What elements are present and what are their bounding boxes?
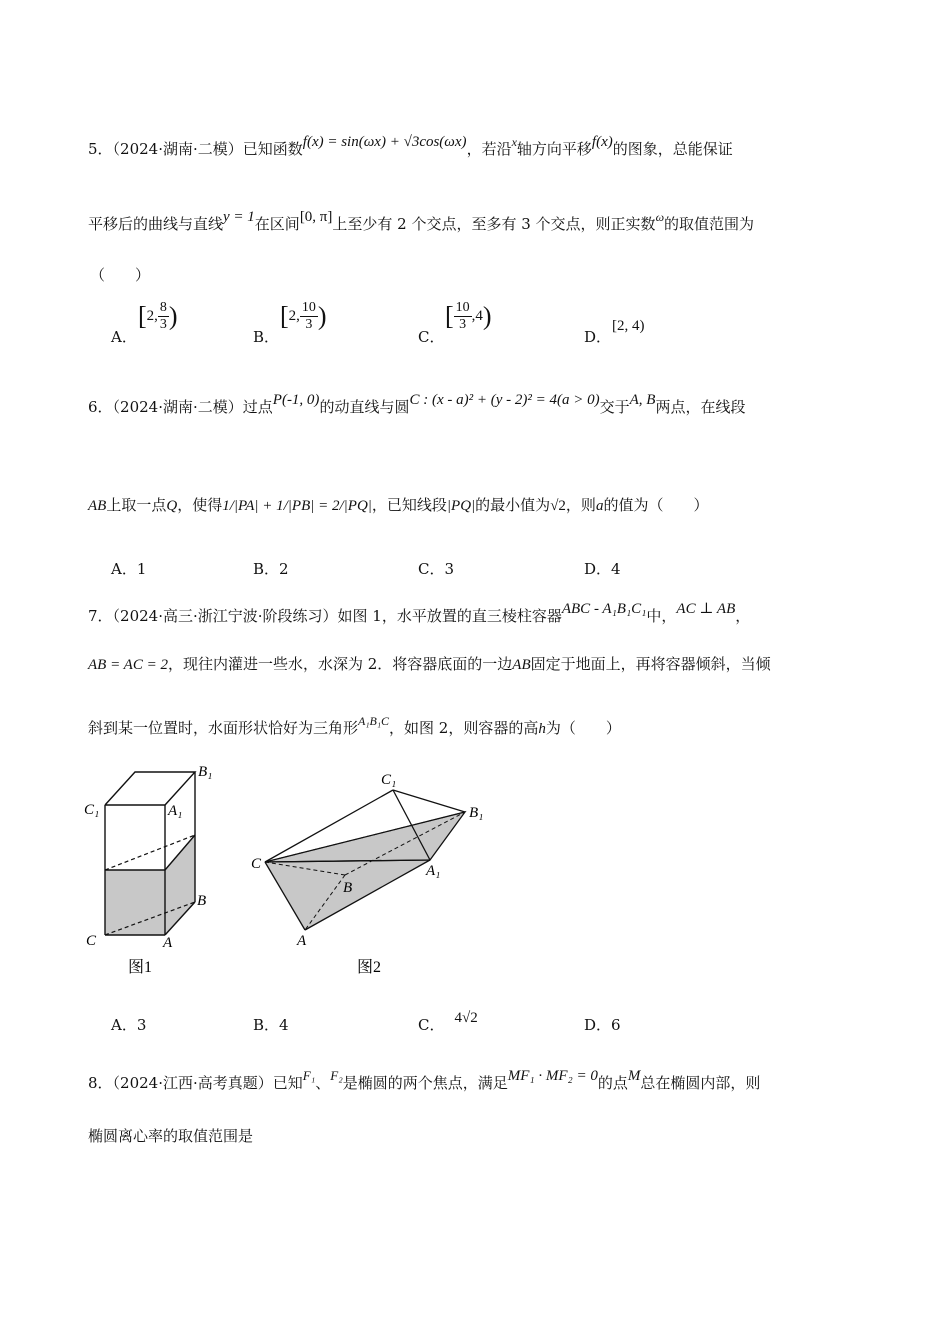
q5-text: 的取值范围为 <box>664 215 755 233</box>
label-b1: B₁ <box>469 805 484 821</box>
q5-source: （2024·湖南·二模） <box>112 140 243 158</box>
q8-line2: 椭圆离心率的取值范围是 <box>88 1127 254 1145</box>
q5-text: 的图象，总能保证 <box>612 140 733 158</box>
q7-option-a[interactable] <box>111 1014 146 1035</box>
q7-triangle: A₁B₁C <box>358 714 390 728</box>
option-label: B． <box>253 1016 280 1034</box>
q7-text: 斜到某一位置时，水面形状恰好为三角形 <box>88 719 359 737</box>
q6-var-a: a <box>595 498 604 514</box>
q6-points-ab: A, B <box>629 392 656 408</box>
q7-text: 如图 1，水平放置的直三棱柱容器 <box>337 607 562 625</box>
q6-line2 <box>88 494 708 517</box>
label-c1: C₁ <box>381 772 397 788</box>
q6-condition: 1/|PA| + 1/|PB| = 2/|PQ| <box>222 498 372 514</box>
q6-source: （2024·湖南·二模） <box>112 398 243 416</box>
q6-option-d[interactable] <box>584 558 621 579</box>
prism-edges <box>105 772 195 805</box>
q5-var-x: x <box>511 135 517 149</box>
q7-line1 <box>88 601 751 628</box>
q5-fx: f(x) <box>591 134 613 150</box>
q8-text: 已知 <box>272 1074 303 1092</box>
q7-line2 <box>88 653 771 676</box>
q5-option-c[interactable] <box>418 326 444 347</box>
option-value: 4 <box>279 1016 289 1034</box>
q7-edge-ab: AB <box>512 657 531 673</box>
option-value: 4 <box>611 560 621 578</box>
option-label: C． <box>418 328 445 346</box>
option-label: D． <box>584 560 612 578</box>
q8-text: 是椭圆的两个焦点，满足 <box>342 1074 508 1092</box>
q6-text: 两点，在线段 <box>655 398 746 416</box>
q5-option-a[interactable] <box>111 326 137 347</box>
q7-text: 中， <box>646 607 677 625</box>
label-c1: C₁ <box>84 802 100 818</box>
q7-option-c[interactable] <box>418 1010 478 1035</box>
option-value: 3 <box>136 1016 147 1034</box>
q6-segment-pq: |PQ| <box>446 498 476 514</box>
option-value: 4√2 <box>454 1010 478 1026</box>
q7-var-h: h <box>538 721 546 737</box>
q5-interval: [0, π] <box>299 209 333 225</box>
q5-option-d-value: [2, 4) <box>612 318 645 334</box>
q5-text: 上至少有 2 个交点，至多有 3 个交点，则正实数 <box>332 215 656 233</box>
figure-2-caption: 图2 <box>357 959 382 976</box>
label-a1: A₁ <box>426 863 441 879</box>
q5-number: 5． <box>88 140 113 158</box>
q5-function-formula: f(x) = sin(ωx) + √3cos(ωx) <box>302 134 467 150</box>
q8-source: （2024·江西·高考真题） <box>112 1074 273 1092</box>
label-c: C <box>86 933 97 949</box>
q7-prism: ABC - A₁B₁C₁ <box>561 601 647 617</box>
q7-text: ，如图 2，则容器的高 <box>389 719 539 737</box>
label-c: C <box>251 856 262 872</box>
q5-text: 轴方向平移 <box>516 140 592 158</box>
label-a: A <box>297 933 307 949</box>
option-label: C． <box>418 560 445 578</box>
q8-focus-f2: F₂ <box>330 1068 343 1083</box>
q6-text: 的动直线与圆 <box>319 398 410 416</box>
label-b: B <box>197 893 207 909</box>
option-label: B． <box>253 560 280 578</box>
q7-source: （2024·高三·浙江宁波·阶段练习） <box>112 607 338 625</box>
q8-line1 <box>88 1068 761 1095</box>
q8-point-m: M <box>627 1068 641 1084</box>
q7-text: 固定于地面上，再将容器倾斜，当倾 <box>530 655 771 673</box>
option-label: C． <box>418 1016 445 1034</box>
option-label: A． <box>111 560 137 578</box>
q7-figure-1 <box>80 760 220 985</box>
q7-text: 为（ ） <box>545 719 621 737</box>
q6-text: ，则 <box>565 496 596 514</box>
q7-figure-2 <box>245 770 505 980</box>
q5-text: 在区间 <box>254 215 300 233</box>
q5-paren: （ ） <box>90 266 151 284</box>
q6-option-b[interactable] <box>253 558 289 579</box>
q7-equal-sides: AB = AC = 2 <box>88 657 168 673</box>
q6-text: 交于 <box>599 398 630 416</box>
q6-option-a[interactable] <box>111 558 146 579</box>
option-value: 1 <box>136 560 147 578</box>
q6-line1 <box>88 392 746 419</box>
q5-option-b[interactable] <box>253 326 279 347</box>
q6-number: 6． <box>88 398 113 416</box>
q7-perpendicular: AC ⊥ AB <box>676 601 736 617</box>
q5-option-b-value: [2, $\frac{10}{3}$ ) <box>280 300 327 332</box>
option-label: D． <box>584 1016 612 1034</box>
option-label: A． <box>111 1016 137 1034</box>
q7-text: ， <box>735 607 751 625</box>
q6-text: ，使得 <box>177 496 223 514</box>
label-b: B <box>343 880 353 896</box>
q5-text: 平移后的曲线与直线 <box>88 215 224 233</box>
q6-circle-equation: C : (x - a)² + (y - 2)² = 4(a > 0) <box>409 392 600 408</box>
q5-option-a-value: [2, $\frac{8}{3}$ ) <box>138 300 178 332</box>
q5-text: ，若沿 <box>466 140 512 158</box>
q7-number: 7． <box>88 607 113 625</box>
option-value: 3 <box>444 560 455 578</box>
label-a1: A₁ <box>168 803 183 819</box>
q6-point: P(-1, 0) <box>272 392 320 408</box>
q6-min-value: √2 <box>550 498 566 514</box>
q6-text: 的值为（ ） <box>603 496 709 514</box>
option-label: D． <box>584 328 612 346</box>
q5-option-d[interactable] <box>584 326 611 347</box>
label-a: A <box>163 935 173 951</box>
q5-text: 已知函数 <box>242 140 303 158</box>
option-value: 2 <box>279 560 289 578</box>
q5-option-c-value: [ $\frac{10}{3}$ ,4) <box>445 300 492 332</box>
q8-number: 8． <box>88 1074 113 1092</box>
q5-line1 <box>88 134 733 161</box>
q7-line3 <box>88 714 621 740</box>
q7-text: ，现往内灌进一些水，水深为 2．将容器底面的一边 <box>167 655 513 673</box>
q7-option-b[interactable] <box>253 1014 289 1035</box>
q5-omega: ω <box>655 210 665 224</box>
q8-focus-f1: F₁ <box>302 1068 316 1083</box>
q5-line-equation: y = 1 <box>223 209 255 225</box>
label-b1: B₁ <box>198 764 213 780</box>
q6-text: 过点 <box>242 398 273 416</box>
figure-1-caption: 图1 <box>128 959 153 976</box>
q6-segment-ab: AB <box>88 498 107 514</box>
option-label: B． <box>253 328 280 346</box>
q8-dot-product: MF₁ · MF₂ = 0 <box>507 1068 598 1084</box>
q5-line2 <box>88 209 755 236</box>
q6-text: 上取一点 <box>106 496 167 514</box>
q7-option-d[interactable] <box>584 1014 621 1035</box>
q8-text: 的点 <box>597 1074 628 1092</box>
q8-text: 、 <box>315 1074 331 1092</box>
q8-text: 总在椭圆内部，则 <box>640 1074 761 1092</box>
q6-text: 的最小值为 <box>475 496 551 514</box>
option-value: 6 <box>611 1016 621 1034</box>
q6-point-q: Q <box>166 498 178 514</box>
option-label: A． <box>111 328 137 346</box>
q6-text: ，已知线段 <box>371 496 447 514</box>
q6-option-c[interactable] <box>418 558 454 579</box>
